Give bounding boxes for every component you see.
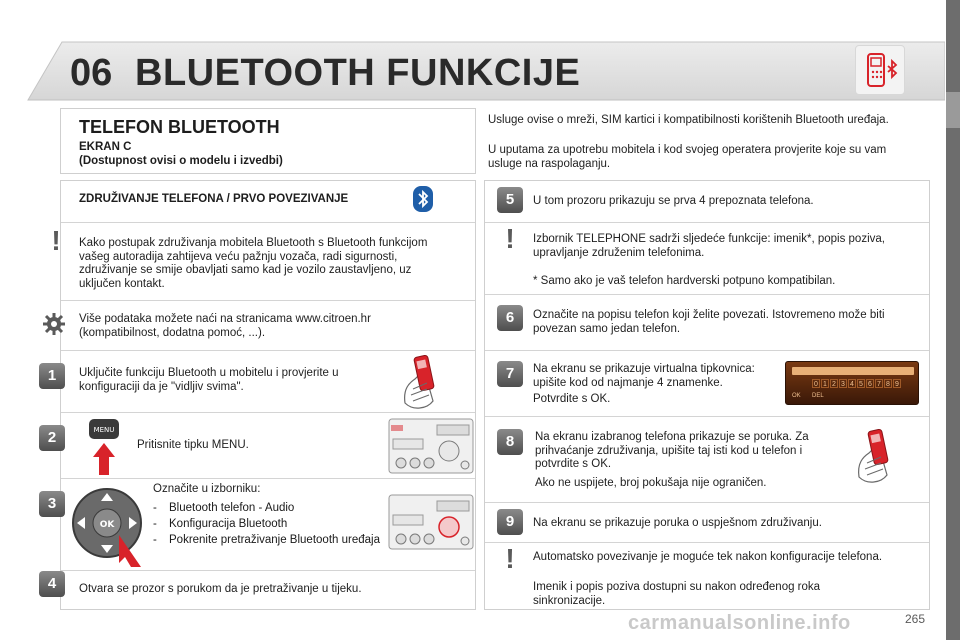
step-5-badge: 5 [497, 187, 523, 213]
tip-row [61, 301, 475, 351]
radio-unit-ok-illustration [387, 493, 475, 551]
step-7-badge: 7 [497, 361, 523, 387]
ok-button-label: OK [99, 520, 115, 530]
keypad-digit: 7 [875, 379, 883, 388]
keypad-digit: 6 [866, 379, 874, 388]
right-steps-panel [484, 180, 930, 610]
keypad-digit: 0 [812, 379, 820, 388]
step-3-options-list [153, 501, 393, 549]
warning-exclamation-icon: ! [505, 223, 515, 254]
step-3-intro: Označite u izborniku: [153, 483, 261, 495]
section-title: TELEFON BLUETOOTH [79, 117, 280, 137]
menu-button-label: MENU [93, 426, 115, 434]
keypad-digit: 8 [884, 379, 892, 388]
final-note-paragraph-1: Automatsko povezivanje je moguće tek nakon konfiguracije telefona. [533, 551, 883, 563]
left-steps-panel [47, 180, 476, 610]
telephone-menu-warning-row [485, 223, 929, 295]
step-3-badge: 3 [39, 491, 65, 517]
page-edge-tab [946, 92, 960, 128]
step-6-badge: 6 [497, 305, 523, 331]
section-title-box [60, 108, 476, 174]
keypad-del-key: DEL [812, 393, 824, 399]
warning-exclamation-icon: ! [51, 225, 61, 256]
step-4-text: Otvara se prozor s porukom da je pretraživanje u tijeku. [79, 583, 362, 595]
tip-gear-icon [41, 311, 67, 337]
phone-bluetooth-icon [855, 45, 905, 95]
step-4-row [47, 571, 475, 609]
keypad-input-bar [792, 367, 914, 375]
warning-row [51, 223, 475, 301]
final-note-paragraph-2: Imenik i popis poziva dostupni su nakon određenog roka sinkronizacije. [533, 581, 821, 607]
ok-joystick-illustration [69, 481, 149, 569]
step-8-text: Na ekranu izabranog telefona prikazuje se poruka. Za prihvaćanje združivanja, upišite taj isti kod u telefon i potvrdite s OK. [535, 431, 809, 470]
keypad-digit: 3 [839, 379, 847, 388]
watermark: carmanualsonline.info [628, 612, 851, 634]
step-8-badge: 8 [497, 429, 523, 455]
section-subtitle-availability: (Dostupnost ovisi o modelu i izvedbi) [79, 155, 283, 167]
keypad-ok-key: OK [792, 393, 801, 399]
bluetooth-icon [413, 186, 433, 212]
telephone-menu-text: Izbornik TELEPHONE sadrži sljedeće funkcije: imenik*, popis poziva, upravljanje združenim telefonima. [533, 233, 885, 259]
step-2-row [47, 413, 475, 479]
step-7-row [485, 351, 929, 417]
keypad-digit: 4 [848, 379, 856, 388]
step-7-text: Na ekranu se prikazuje virtualna tipkovnica: upišite kod od najmanje 4 znamenke. [533, 363, 755, 389]
chapter-number: 06 [70, 52, 113, 94]
keypad-digit: 9 [893, 379, 901, 388]
tip-text: Više podataka možete naći na stranicama www.citroen.hr (kompatibilnost, dodatna pomoć, ...). [79, 313, 371, 339]
step-2-badge: 2 [39, 425, 65, 451]
step-7-confirm: Potvrdite s OK. [533, 393, 611, 405]
hand-holding-phone-icon [399, 353, 451, 411]
step-2-text: Pritisnite tipku MENU. [137, 439, 249, 451]
keypad-digits [812, 379, 901, 388]
step-3-row [47, 479, 475, 571]
warning-text: Kako postupak združivanja mobitela Bluetooth s Bluetooth funkcijom vašeg autoradija zahtijeva veću pažnju vozača, radi sigurnosti, združivanje se smije obavljati samo kad je vozilo zaustavljeno, uz uključen kontakt. [79, 237, 428, 290]
step-1-badge: 1 [39, 363, 65, 389]
step-5-text: U tom prozoru prikazuju se prva 4 prepoznata telefona. [533, 195, 814, 207]
chapter-header [0, 40, 945, 102]
intro-paragraph-1: Usluge ovise o mreži, SIM kartici i kompatibilnosti korištenih Bluetooth uređaja. [488, 114, 889, 126]
chapter-title: BLUETOOTH FUNKCIJE [135, 52, 581, 94]
final-note-row [485, 543, 929, 609]
step-1-text: Uključite funkciju Bluetooth u mobitelu i provjerite u konfiguraciji da je "vidljiv svima". [79, 367, 339, 393]
keypad-digit: 2 [830, 379, 838, 388]
step-3-option-3: - Pokrenite pretraživanje Bluetooth uređaja [153, 533, 393, 547]
step-6-text: Označite na popisu telefon koji želite povezati. Istovremeno može biti povezan samo jedan telefon. [533, 309, 885, 335]
step-8-row [485, 417, 929, 503]
step-6-row [485, 295, 929, 351]
keypad-digit: 5 [857, 379, 865, 388]
telephone-menu-note: * Samo ako je vaš telefon hardverski potpuno kompatibilan. [533, 275, 836, 287]
step-9-text: Na ekranu se prikazuje poruka o uspješnom združivanju. [533, 517, 822, 529]
page-number: 265 [905, 612, 926, 626]
step-3-option-2: - Konfiguracija Bluetooth [153, 517, 393, 531]
keypad-digit: 1 [821, 379, 829, 388]
menu-button-illustration [81, 417, 133, 477]
step-1-row [47, 351, 475, 413]
warning-exclamation-icon: ! [505, 543, 515, 574]
step-9-row [485, 503, 929, 543]
pairing-heading: ZDRUŽIVANJE TELEFONA / PRVO POVEZIVANJE [79, 193, 349, 205]
hand-holding-phone-icon [853, 427, 905, 485]
section-subtitle-screen: EKRAN C [79, 141, 132, 153]
intro-info-box [484, 108, 930, 174]
step-8-note: Ako ne uspijete, broj pokušaja nije ograničen. [535, 477, 767, 489]
step-4-badge: 4 [39, 571, 65, 597]
step-9-badge: 9 [497, 509, 523, 535]
virtual-keypad-screen [785, 361, 919, 405]
step-3-option-1: - Bluetooth telefon - Audio [153, 501, 393, 515]
step-5-row [485, 181, 929, 223]
radio-unit-illustration [387, 417, 475, 475]
intro-paragraph-2: U uputama za upotrebu mobitela i kod svojeg operatera provjerite koje su vam usluge na raspolaganju. [488, 144, 887, 170]
